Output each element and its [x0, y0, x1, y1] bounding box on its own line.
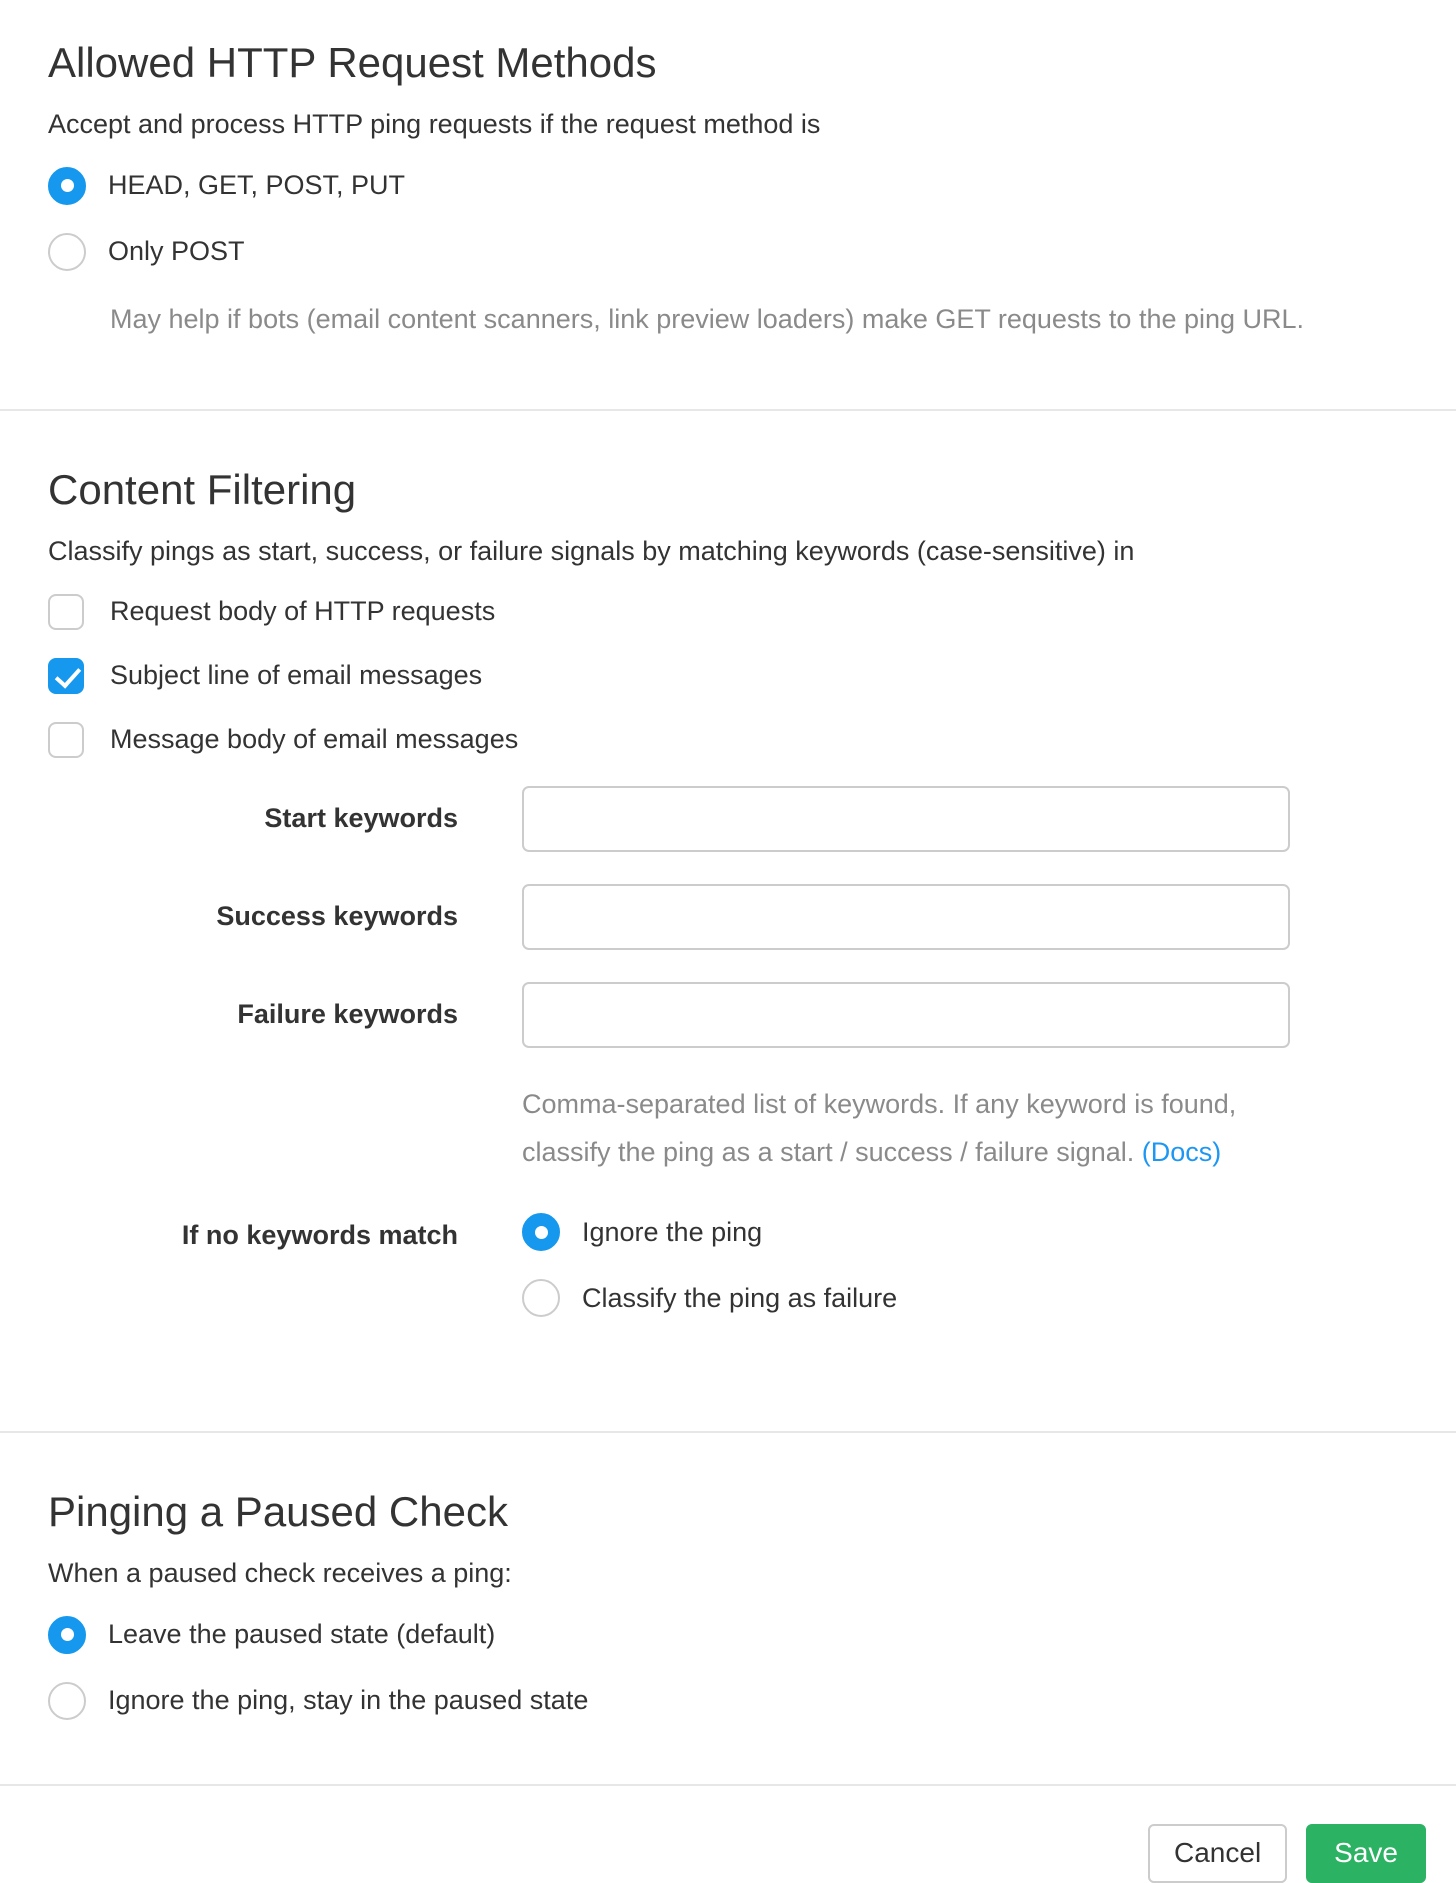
no-keywords-match-options [522, 1213, 897, 1345]
section-title: Allowed HTTP Request Methods [48, 39, 657, 86]
radio-label[interactable]: Ignore the ping, stay in the paused state [108, 1685, 589, 1716]
keywords-help-text [522, 1080, 1270, 1177]
only-post-help-text: May help if bots (email content scanners, link preview loaders) make GET requests to the ping URL. [110, 303, 1305, 334]
failure-keywords-input[interactable] [522, 982, 1290, 1048]
checkbox-label[interactable]: Request body of HTTP requests [110, 596, 496, 627]
save-button[interactable]: Save [1306, 1824, 1426, 1883]
cancel-button[interactable]: Cancel [1148, 1824, 1287, 1883]
section-description: When a paused check receives a ping: [48, 1558, 512, 1589]
radio-label[interactable]: HEAD, GET, POST, PUT [108, 170, 406, 201]
checkbox-subject-line[interactable] [48, 658, 84, 694]
checkbox-label[interactable]: Message body of email messages [110, 724, 519, 755]
form-row-start-keywords [48, 786, 1408, 852]
checkbox-row-message-body [48, 722, 1408, 758]
radio-row-classify-failure [522, 1279, 897, 1317]
footer-actions [0, 1786, 1456, 1883]
checkbox-row-subject-line [48, 658, 1408, 694]
radio-label[interactable]: Only POST [108, 236, 245, 267]
checkbox-label[interactable]: Subject line of email messages [110, 660, 483, 691]
radio-ignore-ping[interactable] [522, 1213, 560, 1251]
section-description: Classify pings as start, success, or failure signals by matching keywords (case-sensitive) in [48, 536, 1135, 567]
start-keywords-input[interactable] [522, 786, 1290, 852]
failure-keywords-label: Failure keywords [237, 999, 458, 1030]
radio-http-only-post[interactable] [48, 233, 86, 271]
success-keywords-label: Success keywords [216, 901, 458, 932]
radio-row-ignore-ping [522, 1213, 897, 1251]
radio-stay-in-paused-state[interactable] [48, 1682, 86, 1720]
section-description: Accept and process HTTP ping requests if the request method is [48, 109, 821, 140]
section-content-filtering [0, 411, 1456, 1433]
no-keywords-match-row [48, 1213, 1408, 1345]
success-keywords-input[interactable] [522, 884, 1290, 950]
section-pinging-paused-check [0, 1433, 1456, 1786]
section-title: Content Filtering [48, 466, 357, 514]
radio-label[interactable]: Ignore the ping [582, 1216, 763, 1247]
keywords-form [48, 786, 1408, 1345]
radio-label[interactable]: Leave the paused state (default) [108, 1619, 496, 1650]
form-row-failure-keywords [48, 982, 1408, 1048]
radio-row-stay-paused [48, 1682, 1408, 1720]
no-keywords-match-label: If no keywords match [181, 1220, 458, 1251]
checkbox-message-body[interactable] [48, 722, 84, 758]
section-http-methods [0, 0, 1456, 411]
radio-row-leave-paused [48, 1616, 1408, 1654]
radio-http-all-methods[interactable] [48, 167, 86, 205]
checkbox-request-body[interactable] [48, 594, 84, 630]
checkbox-row-request-body [48, 594, 1408, 630]
form-row-success-keywords [48, 884, 1408, 950]
keywords-help-body: Comma-separated list of keywords. If any keyword is found, classify the ping as a start / success / failure signal. [522, 1088, 1237, 1168]
radio-label[interactable]: Classify the ping as failure [582, 1282, 898, 1313]
radio-leave-paused-state[interactable] [48, 1616, 86, 1654]
radio-row-only-post [48, 233, 1408, 271]
radio-classify-failure[interactable] [522, 1279, 560, 1317]
start-keywords-label: Start keywords [264, 803, 458, 834]
docs-link[interactable]: (Docs) [1141, 1137, 1222, 1168]
section-title: Pinging a Paused Check [48, 1488, 508, 1536]
radio-row-head-get-post-put [48, 167, 1408, 205]
